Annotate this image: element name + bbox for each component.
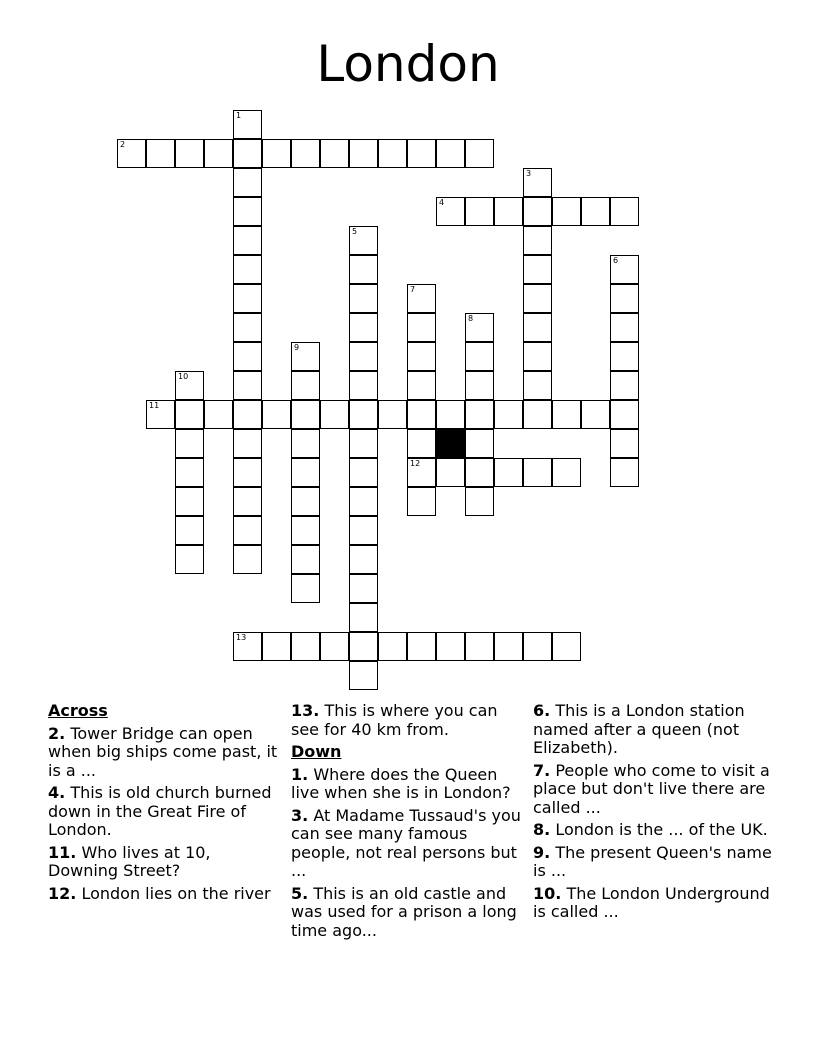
grid-cell[interactable] — [233, 516, 262, 545]
grid-cell[interactable] — [610, 284, 639, 313]
grid-cell[interactable] — [291, 139, 320, 168]
grid-cell[interactable] — [291, 632, 320, 661]
clue-number: 12 — [410, 459, 421, 468]
clue-number: 4 — [439, 198, 445, 207]
grid-cell[interactable] — [523, 400, 552, 429]
down-heading: Down — [291, 742, 342, 761]
grid-cell[interactable] — [233, 487, 262, 516]
grid-cell[interactable] — [494, 400, 523, 429]
grid-cell[interactable] — [465, 371, 494, 400]
grid-cell[interactable] — [436, 632, 465, 661]
grid-cell[interactable] — [407, 400, 436, 429]
grid-cell[interactable] — [291, 545, 320, 574]
grid-cell[interactable] — [349, 603, 378, 632]
grid-cell[interactable] — [610, 255, 639, 284]
grid-cell[interactable] — [436, 400, 465, 429]
grid-cell[interactable] — [552, 632, 581, 661]
grid-cell[interactable] — [523, 632, 552, 661]
grid-cell[interactable] — [407, 429, 436, 458]
grid-cell[interactable] — [523, 284, 552, 313]
across-heading: Across — [48, 701, 108, 720]
grid-cell[interactable] — [291, 487, 320, 516]
grid-cell[interactable] — [175, 516, 204, 545]
grid-cell[interactable] — [262, 632, 291, 661]
grid-cell[interactable] — [320, 400, 349, 429]
black-square — [436, 429, 465, 458]
grid-cell[interactable] — [320, 139, 349, 168]
down-clue-5: 5. This is an old castle and was used for a prison a long time ago... — [291, 883, 517, 940]
clue-number: 2 — [120, 140, 126, 149]
grid-cell[interactable] — [610, 429, 639, 458]
grid-cell[interactable] — [436, 139, 465, 168]
clue-number: 1 — [236, 111, 242, 120]
grid-cell[interactable] — [175, 545, 204, 574]
grid-cell[interactable] — [233, 632, 262, 661]
grid-cell[interactable] — [349, 400, 378, 429]
grid-cell[interactable] — [233, 342, 262, 371]
grid-cell[interactable] — [465, 139, 494, 168]
grid-cell[interactable] — [175, 371, 204, 400]
across-clue-2: 2. Tower Bridge can open when big ships come past, it is a ... — [48, 723, 278, 780]
grid-cell[interactable] — [262, 139, 291, 168]
grid-cell[interactable] — [407, 284, 436, 313]
across-clue-12: 12. London lies on the river — [48, 883, 271, 903]
grid-cell[interactable] — [233, 545, 262, 574]
grid-cell[interactable] — [146, 400, 175, 429]
grid-cell[interactable] — [465, 400, 494, 429]
down-clue-8: 8. London is the ... of the UK. — [533, 820, 768, 839]
clues-column-3 — [533, 702, 773, 926]
grid-cell[interactable] — [610, 458, 639, 487]
grid-cell[interactable] — [320, 632, 349, 661]
down-clue-10: 10. The London Underground is called ... — [533, 883, 770, 921]
grid-cell[interactable] — [233, 197, 262, 226]
grid-cell[interactable] — [523, 458, 552, 487]
grid-cell[interactable] — [349, 661, 378, 690]
grid-cell[interactable] — [378, 400, 407, 429]
grid-cell[interactable] — [291, 371, 320, 400]
across-clue-4: 4. This is old church burned down in the Great Fire of London. — [48, 783, 272, 839]
clue-number: 6 — [613, 256, 619, 265]
grid-cell[interactable] — [610, 197, 639, 226]
grid-cell[interactable] — [465, 487, 494, 516]
clue-number: 7 — [410, 285, 416, 294]
clue-number: 11 — [149, 401, 160, 410]
grid-cell[interactable] — [610, 400, 639, 429]
across-clue-13: 13. This is where you can see for 40 km from. — [291, 701, 498, 739]
clue-number: 3 — [526, 169, 532, 178]
grid-cell[interactable] — [523, 342, 552, 371]
grid-cell[interactable] — [349, 371, 378, 400]
grid-cell[interactable] — [465, 632, 494, 661]
grid-cell[interactable] — [175, 458, 204, 487]
grid-cell[interactable] — [349, 255, 378, 284]
grid-cell[interactable] — [233, 313, 262, 342]
grid-cell[interactable] — [523, 226, 552, 255]
grid-cell[interactable] — [349, 313, 378, 342]
grid-cell[interactable] — [465, 342, 494, 371]
grid-cell[interactable] — [175, 429, 204, 458]
grid-cell[interactable] — [291, 429, 320, 458]
grid-cell[interactable] — [407, 458, 436, 487]
grid-cell[interactable] — [581, 197, 610, 226]
grid-cell[interactable] — [233, 139, 262, 168]
down-clue-6: 6. This is a London station named after a queen (not Elizabeth). — [533, 701, 745, 757]
grid-cell[interactable] — [552, 458, 581, 487]
grid-cell[interactable] — [465, 458, 494, 487]
grid-cell[interactable] — [349, 516, 378, 545]
grid-cell[interactable] — [262, 400, 291, 429]
grid-cell[interactable] — [233, 284, 262, 313]
grid-cell[interactable] — [610, 371, 639, 400]
down-clue-7: 7. People who come to visit a place but don't live there are called ... — [533, 760, 770, 817]
grid-cell[interactable] — [233, 226, 262, 255]
clue-number: 5 — [352, 227, 358, 236]
grid-cell[interactable] — [349, 545, 378, 574]
across-clue-11: 11. Who lives at 10, Downing Street? — [48, 842, 211, 880]
clue-number: 13 — [236, 633, 247, 642]
grid-cell[interactable] — [349, 574, 378, 603]
clues-column-2 — [291, 702, 527, 944]
grid-cell[interactable] — [494, 197, 523, 226]
grid-cell[interactable] — [407, 487, 436, 516]
grid-cell[interactable] — [175, 400, 204, 429]
grid-cell[interactable] — [349, 284, 378, 313]
grid-cell[interactable] — [407, 313, 436, 342]
grid-cell[interactable] — [523, 255, 552, 284]
grid-cell[interactable] — [349, 632, 378, 661]
grid-cell[interactable] — [407, 371, 436, 400]
grid-cell[interactable] — [233, 458, 262, 487]
grid-cell[interactable] — [523, 168, 552, 197]
grid-cell[interactable] — [436, 197, 465, 226]
down-clue-9: 9. The present Queen's name is ... — [533, 842, 772, 880]
grid-cell[interactable] — [349, 429, 378, 458]
grid-cell[interactable] — [291, 342, 320, 371]
grid-cell[interactable] — [349, 458, 378, 487]
down-clue-3: 3. At Madame Tussaud's you can see many famous people, not real persons but ... — [291, 805, 521, 880]
grid-cell[interactable] — [175, 487, 204, 516]
grid-cell[interactable] — [552, 197, 581, 226]
grid-cell[interactable] — [581, 400, 610, 429]
grid-cell[interactable] — [407, 342, 436, 371]
grid-cell[interactable] — [233, 371, 262, 400]
clue-number: 9 — [294, 343, 300, 352]
grid-cell[interactable] — [436, 458, 465, 487]
grid-cell[interactable] — [494, 458, 523, 487]
down-clue-1: 1. Where does the Queen live when she is in London? — [291, 764, 511, 802]
clue-number: 8 — [468, 314, 474, 323]
grid-cell[interactable] — [233, 255, 262, 284]
grid-cell[interactable] — [407, 632, 436, 661]
grid-cell[interactable] — [407, 139, 436, 168]
grid-cell[interactable] — [349, 139, 378, 168]
grid-cell[interactable] — [233, 110, 262, 139]
grid-cell[interactable] — [233, 400, 262, 429]
grid-cell[interactable] — [610, 313, 639, 342]
grid-cell[interactable] — [204, 400, 233, 429]
grid-cell[interactable] — [378, 632, 407, 661]
grid-cell[interactable] — [233, 168, 262, 197]
page-title: London — [316, 35, 500, 93]
grid-cell[interactable] — [233, 429, 262, 458]
grid-cell[interactable] — [204, 139, 233, 168]
clues-column-1 — [48, 702, 280, 907]
grid-cell[interactable] — [291, 400, 320, 429]
grid-cell[interactable] — [523, 371, 552, 400]
grid-cell[interactable] — [291, 574, 320, 603]
grid-cell[interactable] — [465, 197, 494, 226]
grid-cell[interactable] — [523, 313, 552, 342]
grid-cell[interactable] — [175, 139, 204, 168]
grid-cell[interactable] — [465, 313, 494, 342]
grid-cell[interactable] — [465, 429, 494, 458]
grid-cell[interactable] — [349, 226, 378, 255]
grid-cell[interactable] — [610, 342, 639, 371]
grid-cell[interactable] — [349, 487, 378, 516]
grid-cell[interactable] — [523, 197, 552, 226]
grid-cell[interactable] — [291, 516, 320, 545]
grid-cell[interactable] — [117, 139, 146, 168]
grid-cell[interactable] — [349, 342, 378, 371]
grid-cell[interactable] — [494, 632, 523, 661]
grid-cell[interactable] — [146, 139, 175, 168]
grid-cell[interactable] — [378, 139, 407, 168]
grid-cell[interactable] — [552, 400, 581, 429]
clue-number: 10 — [178, 372, 189, 381]
grid-cell[interactable] — [291, 458, 320, 487]
